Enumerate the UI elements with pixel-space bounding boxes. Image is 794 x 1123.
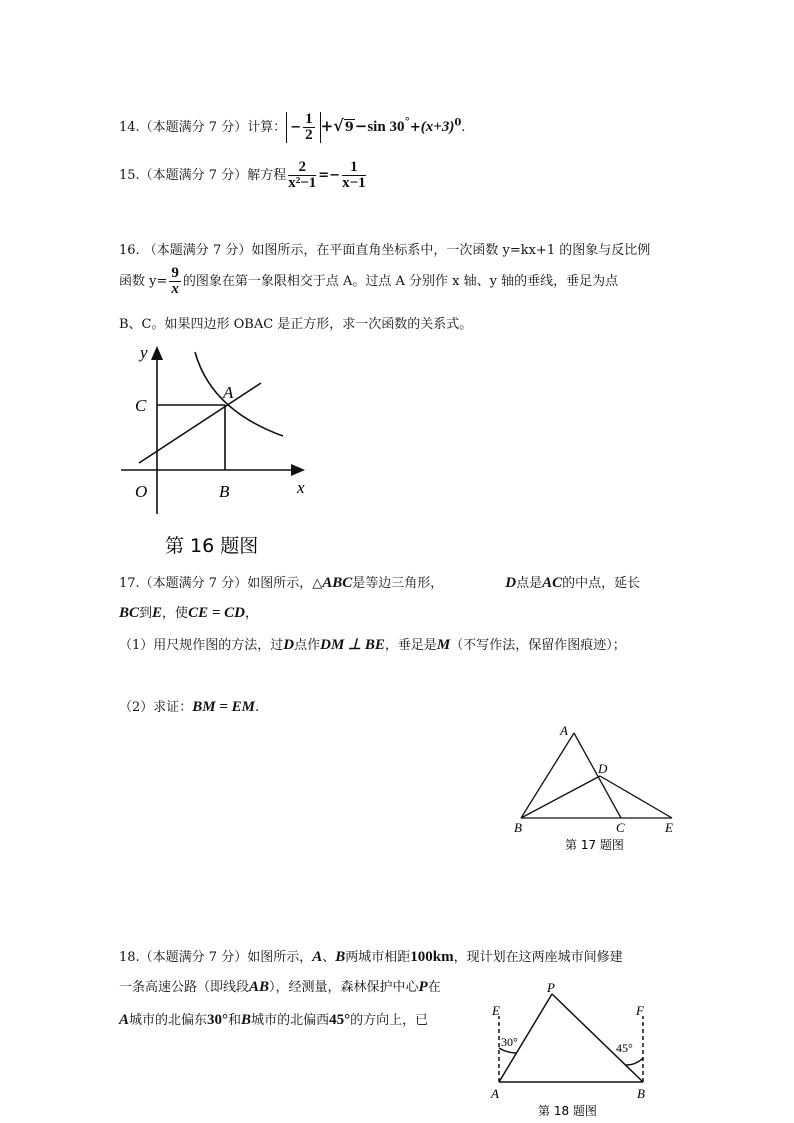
q16-line2-pre: 函数 y= (119, 274, 168, 289)
q14-fraction (303, 112, 315, 143)
q18-l3-3: 城市的北偏西 (251, 1013, 330, 1028)
q18-b: B (335, 949, 346, 965)
fig16-label-c: C (135, 396, 147, 415)
q18-l2-pre: 一条高速公路（即线段 (119, 980, 250, 995)
q18-p: P (418, 979, 428, 995)
q17-s1-dm: DM ⊥ BE (320, 637, 385, 653)
q18-a: A (312, 949, 323, 965)
q17-s1-post: （不写作法，保留作图痕迹）； (450, 638, 626, 653)
q14-paren: (x+3) (420, 119, 455, 135)
fig17-caption: 第 17 题图 (565, 838, 624, 852)
q18-l3-2: 和 (228, 1013, 242, 1028)
q17-s2-post: . (255, 700, 260, 715)
q16-frac-num: 9 (171, 265, 179, 281)
q14-frac-num: 1 (305, 111, 313, 127)
q17-d: D (505, 575, 517, 591)
q18-sep: 、 (322, 950, 336, 965)
fig18-label-b: B (637, 1086, 645, 1101)
q18-line1 (119, 946, 623, 966)
q17-p7: ， (244, 606, 258, 621)
q17-s1-mid2: ，垂足是 (384, 638, 437, 653)
fig17-label-e: E (665, 820, 673, 835)
q14-frac-den: 2 (305, 127, 313, 143)
q14-sin: sin 30 (367, 119, 405, 135)
fig16-label-a: A (223, 383, 234, 402)
q18-l2-post: 在 (427, 980, 441, 995)
q18-ab: AB (249, 979, 270, 995)
figure-16 (115, 338, 315, 558)
q15-label: 15.（本题满分 7 分）解方程 (119, 168, 287, 183)
fig18-label-a: A (491, 1086, 499, 1101)
q17-s1-pre: （1）用尺规作图的方法，过 (119, 638, 284, 653)
segment-pb (552, 994, 643, 1082)
fig16-label-y: y (140, 343, 148, 362)
fig18-label-e: E (492, 1003, 500, 1018)
fig18-label-p: P (547, 982, 555, 995)
q17-sub2 (119, 696, 259, 716)
fig17-label-a: A (560, 723, 568, 738)
hyperbola-curve (195, 352, 283, 436)
question-15 (119, 160, 368, 191)
q18-l3-a: A (119, 1012, 130, 1028)
q17-s2-pre: （2）求证： (119, 700, 193, 715)
q17-p3: 点是 (516, 576, 543, 591)
line-bd (521, 776, 600, 818)
q14-label: 14.（本题满分 7 分）计算： (119, 120, 287, 135)
q14-sqrt-value: 9 (344, 120, 354, 135)
q17-line1 (119, 572, 640, 592)
q17-e: E (152, 605, 163, 621)
angle-45-arc (626, 1058, 643, 1065)
q17-line2 (119, 602, 258, 622)
q17-s1-d: D (283, 637, 295, 653)
fig18-caption: 第 18 题图 (538, 1104, 597, 1118)
q17-bc: BC (119, 605, 140, 621)
q14-minus: − (354, 117, 368, 135)
q17-p1: 17.（本题满分 7 分）如图所示，△ (119, 576, 323, 591)
q15-right-den: x−1 (342, 175, 366, 191)
fig17-label-d: D (598, 761, 608, 776)
q14-plus2: + (409, 120, 421, 135)
question-14 (119, 112, 465, 143)
q18-deg30: 30° (207, 1012, 229, 1028)
q18-distance: 100km (410, 949, 454, 965)
q15-right-num: 1 (342, 160, 366, 176)
q17-s1-m: M (436, 637, 451, 653)
q18-l3-b: B (241, 1012, 252, 1028)
y-axis-arrow-icon (151, 346, 163, 360)
q17-s1-mid: 点作 (294, 638, 321, 653)
q15-left-num: 2 (288, 160, 316, 176)
q16-frac-den: x (171, 281, 179, 297)
q18-l2-mid: ），经测量，森林保护中心 (269, 980, 419, 995)
q14-degree: ° (404, 115, 410, 129)
q14-exponent: 0 (454, 117, 462, 129)
q14-abs (286, 112, 320, 143)
q17-abc: ABC (322, 575, 353, 591)
q18-l3-1: 城市的北偏东 (129, 1013, 208, 1028)
figure-18 (486, 982, 656, 1122)
q14-sqrt-icon: √ (333, 116, 344, 135)
q18-l3-4: 的方向上，已 (350, 1013, 429, 1028)
q16-fraction (169, 266, 181, 297)
q17-p4: 的中点，延长 (562, 576, 641, 591)
q18-deg45: 45° (329, 1012, 351, 1028)
x-axis-arrow-icon (291, 464, 305, 476)
q18-l1-pre: 18.（本题满分 7 分）如图所示， (119, 950, 313, 965)
q17-p5: 到 (139, 606, 153, 621)
fig16-caption: 第 16 题图 (165, 535, 259, 557)
q17-sub1 (119, 634, 626, 654)
line-de (600, 776, 672, 818)
fig16-label-o: O (135, 482, 148, 501)
fig18-angle-45: 45° (616, 1041, 633, 1055)
q18-line2 (119, 976, 441, 996)
q17-ce-cd: CE = CD (188, 605, 245, 621)
q17-ac: AC (542, 575, 563, 591)
q14-sign: − (290, 120, 302, 135)
fig16-label-b: B (219, 482, 230, 501)
q17-s2-eq: BM = EM (192, 699, 256, 715)
fig17-label-b: B (514, 820, 522, 835)
q15-equals: =− (318, 168, 341, 183)
fig16-label-x: x (297, 478, 305, 497)
fig17-label-c: C (616, 820, 625, 835)
fig18-label-f: F (636, 1003, 644, 1018)
q16-line1: 16. （本题满分 7 分）如图所示，在平面直角坐标系中，一次函数 y=kx+1 的图象与反比例 (119, 243, 651, 258)
q15-left-den: x²−1 (288, 175, 317, 191)
q18-l1-mid: 两城市相距 (345, 950, 411, 965)
side-ab (521, 733, 574, 818)
q14-plus: + (320, 117, 334, 135)
q17-p2: 是等边三角形， (352, 576, 444, 591)
figure-17 (508, 720, 688, 860)
q15-right-fraction (342, 160, 366, 191)
q18-l1-post: ，现计划在这两座城市间修建 (453, 950, 623, 965)
q17-p6: ，使 (162, 606, 189, 621)
q18-line3 (119, 1009, 428, 1029)
q14-end: . (461, 120, 466, 135)
q16-line3: B、C。如果四边形 OBAC 是正方形，求一次函数的关系式。 (119, 317, 473, 332)
q16-line2-post: 的图象在第一象限相交于点 A。过点 A 分别作 x 轴、y 轴的垂线，垂足为点 (182, 274, 619, 289)
q15-left-fraction (288, 160, 316, 191)
q16-line2 (119, 266, 618, 297)
fig18-angle-30: 30° (501, 1035, 518, 1049)
